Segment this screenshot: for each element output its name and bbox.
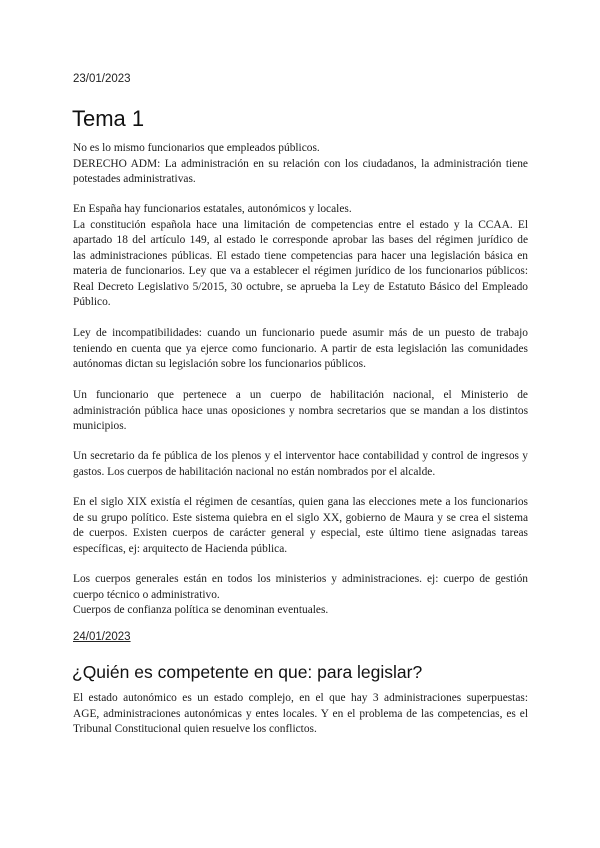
text-line: Los cuerpos generales están en todos los ministerios y administraciones. ej: cuerpo de gestión — [73, 573, 528, 585]
paragraph — [73, 202, 528, 311]
text-line: Un secretario da fe pública de los plenos y el interventor hace contabilidad y control de ingresos y — [73, 450, 528, 462]
text-line: materia de funcionarios. Ley que va a establecer el régimen jurídico de los funcionarios públicos: — [73, 265, 528, 277]
text-line: autónomas dictan su legislación sobre los funcionarios públicos. — [73, 358, 366, 370]
text-line: las administraciones públicas. El estado tiene competencias para hacer una legislación básica en — [73, 249, 528, 262]
text-line: teniendo en cuenta que ya ejerce como funcionario. A partir de esta legislación las comunidades — [73, 342, 528, 355]
text-line: Público. — [73, 296, 111, 308]
date-heading: 24/01/2023 — [73, 631, 131, 643]
text-line: Real Decreto Legislativo 5/2015, 30 octubre, se aprueba la Ley de Estatuto Básico del Empleado — [73, 280, 528, 293]
text-line: apartado 18 del artículo 149, al estado le corresponde aprobar las bases del régimen jurídico de — [73, 234, 528, 246]
text-line: gastos. Los cuerpos de habilitación nacional no están nombrados por el alcalde. — [73, 465, 436, 478]
text-line: municipios. — [73, 420, 127, 432]
text-line: No es lo mismo funcionarios que empleados públicos. — [73, 142, 320, 154]
text-line: En el siglo XIX existía el régimen de cesantías, quien gana las elecciones mete a los funcionarios — [73, 496, 528, 508]
text-line: cuerpo técnico o administrativo. — [73, 588, 220, 601]
text-line: potestades administrativas. — [73, 173, 196, 185]
text-line: La constitución española hace una limitación de competencias entre el estado y la CCAA. El — [73, 218, 528, 231]
date-heading: 23/01/2023 — [73, 73, 131, 85]
text-line: Cuerpos de confianza política se denominan eventuales. — [73, 604, 329, 616]
paragraph — [73, 572, 528, 619]
text-line: DERECHO ADM: La administración en su relación con los ciudadanos, la administración tiene — [73, 157, 528, 170]
text-line: Tribunal Constitucional quien resuelve los conflictos. — [73, 723, 317, 735]
paragraph — [73, 326, 528, 373]
text-line: En España hay funcionarios estatales, autonómicos y locales. — [73, 203, 352, 215]
text-line: de su grupo político. Este sistema quiebra en el siglo XX, gobierno de Maura y se crea el sistema — [73, 511, 528, 524]
text-line: El estado autonómico es un estado complejo, en el que hay 3 administraciones superpuestas: — [73, 692, 528, 704]
text-line: AGE, administraciones autonómicas y entes locales. Y en el problema de las competencias, es el — [73, 707, 528, 720]
paragraph — [73, 449, 528, 480]
paragraph — [73, 495, 528, 557]
section-title: ¿Quién es competente en que: para legislar? — [72, 662, 423, 682]
paragraph — [73, 691, 528, 738]
text-line: de cuerpos. Existen cuerpos de carácter general y especial, este último tiene asignadas tareas — [73, 527, 528, 539]
text-line: Ley de incompatibilidades: cuando un funcionario puede asumir más de un puesto de trabajo — [73, 327, 528, 339]
text-line: administración pública hace unas oposiciones y nombra secretarios que se mandan a los distintos — [73, 404, 528, 417]
paragraph — [73, 141, 528, 188]
paragraph — [73, 388, 528, 435]
text-line: específicas, ej: arquitecto de Hacienda pública. — [73, 542, 288, 555]
text-line: Un funcionario que pertenece a un cuerpo de habilitación nacional, el Ministerio de — [73, 389, 528, 401]
page-title: Tema 1 — [72, 106, 145, 131]
